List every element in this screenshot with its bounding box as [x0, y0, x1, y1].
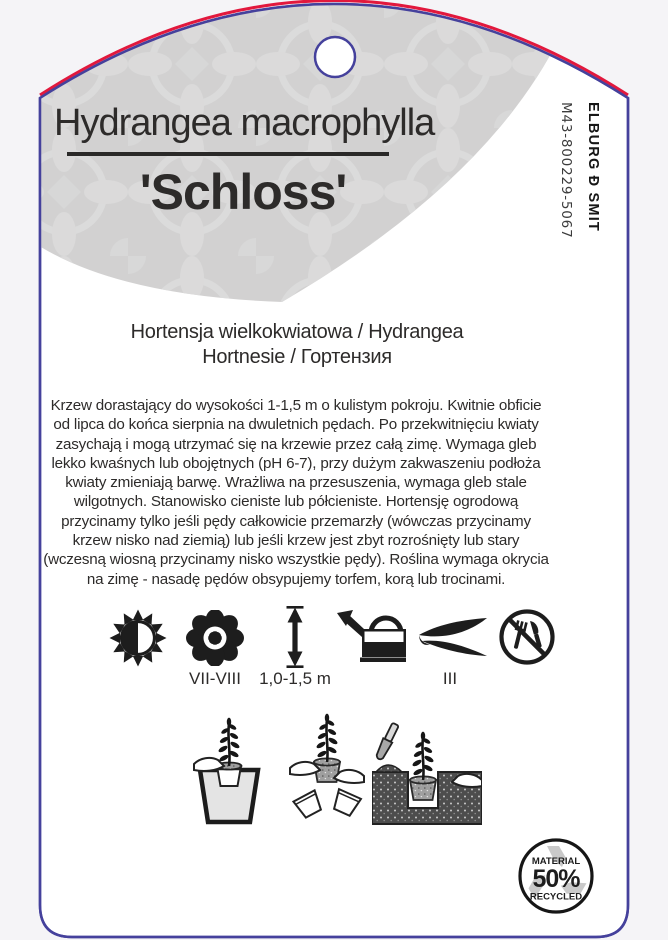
care-description: Krzew dorastający do wysokości 1-1,5 m o kulistym pokroju. Kwitnie obficie od lipca do końca sierpnia na dwuletnich pędach. Po przekwitnięciu kwiaty zasychają i mogą utrzymać się na krzewie przez całą zimę. Wymaga gleb lekko kwaśnych lub obojętnych (pH 6-7), przy dużym zakwaszeniu podłoża kwiaty zmieniają barwę. Wrażliwa na przesuszenia, wymaga gleb stale wilgotnych. Stanowisko cieniste lub półcieniste. Hortensję ogrodową przycinamy tylko jeśli pędy całkowicie przemarzły (wówczas przycinamy krzew nisko nad ziemią) lub jeśli krzew jest zbyt rozrośnięty lub stary (wczesną wiosną przycinamy nisko wszystkie pędy). Roślina wymaga okrycia na zimę - nasadę pędów obsypujemy torfem, korą lub trocinami. — [43, 397, 549, 588]
soak-rootball-pictogram — [190, 710, 268, 828]
botanical-name: Hydrangea macrophylla — [54, 102, 435, 144]
pruning-month-label: III — [442, 669, 458, 688]
height-arrow-icon — [280, 605, 310, 669]
producer-name: ELBURG Ð SMIT — [585, 102, 601, 232]
height-label: 1,0-1,5 m — [259, 669, 331, 688]
bloom-period-label: VII-VIII — [189, 669, 241, 688]
badge-line2: 50% — [532, 865, 580, 893]
badge-line3: RECYCLED — [529, 891, 583, 903]
plant-in-ground-pictogram — [372, 710, 482, 828]
cultivar-name: 'Schloss' — [139, 164, 347, 220]
watering-can-icon — [334, 609, 408, 665]
recycled-material-badge — [517, 837, 595, 915]
flower-bloom-icon — [186, 610, 244, 666]
not-edible-icon — [498, 608, 556, 666]
sun-partial-shade-icon — [108, 609, 168, 667]
common-name-line-1: Hortensja wielkokwiatowa / Hydrangea — [130, 321, 464, 343]
remove-pot-pictogram — [288, 710, 366, 828]
punch-hole — [315, 37, 355, 77]
common-name-line-2: Hortnesie / Гортензия — [202, 346, 392, 368]
common-names — [42, 320, 552, 370]
badge-line1: MATERIAL — [531, 856, 581, 867]
pruning-shears-icon — [417, 612, 489, 664]
product-code: M43-800229-5067 — [558, 102, 574, 239]
title-underline — [67, 152, 389, 156]
